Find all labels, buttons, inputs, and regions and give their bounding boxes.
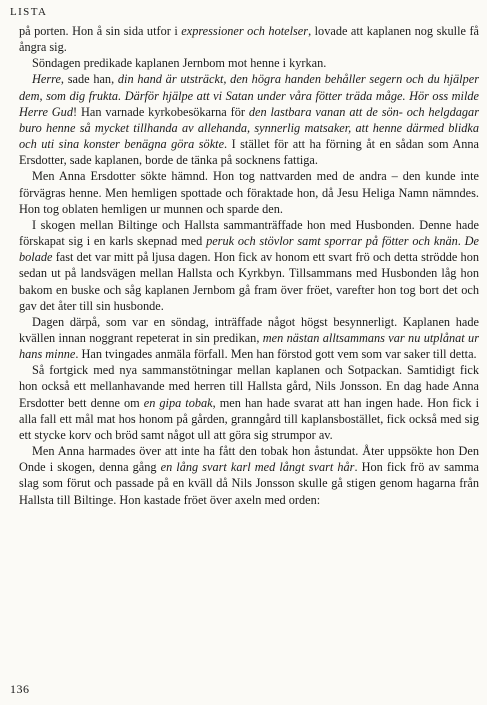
paragraph: [19, 71, 479, 168]
italic-run: din hand är utsträckt, den högra handen behåller segern och du hjälper dem, som dig frukta. Därför hjälpe att vi Satan under våra fötter träda måge. Hör oss milde Herre Gud: [19, 72, 479, 119]
text-run: . Han tvingades anmäla förfall. Men han förstod gott vem som var saker till detta.: [75, 347, 477, 362]
text-run: Men Anna Ersdotter sökte hämnd. Hon tog nattvarden med de andra – den kunde inte förvägras henne. Men hemligen spottade och föraktade hon, då Jesu Heliga Namn nämndes. Hon tog oblaten hemligen ur munnen och sparde den.: [19, 169, 479, 216]
italic-run: den lastbara vanan att de sön- och helgdagar buro henne så mycket tillhanda av allehanda, synnerlig matsaker, att henne därmed blidka och uti sina konster benägna göra sökte: [19, 104, 479, 152]
text-run: Så fortgick med nya sammanstötningar mellan kaplanen och Sotpackan. Samtidigt fick hon också ett mellanhavande med herren till Hallsta gård, Nils Jonsson. En dag hade Anna Ersdotter bett denne om: [19, 363, 479, 410]
italic-run: en lång svart karl med långt svart hår: [160, 460, 355, 475]
paragraph: [19, 55, 479, 71]
text-run: Dagen därpå, som var en söndag, inträffade något högst besynnerligt. Kaplanen hade kvällen innan noggrant repeterat in sin predikan,: [19, 314, 479, 345]
italic-run: De bolade: [19, 234, 479, 265]
text-run: , men han hade svarat att han ingen hade. Hon fick i alla fall ett mål mat hos honom på gården, granngård till kaplansbostället, fick också med sig ett stycke korv och bröd samt något ull att göra sig strumpor av.: [19, 395, 479, 442]
text-run: på porten. Hon å sin sida utfor i: [19, 24, 182, 38]
paragraph: [19, 23, 479, 55]
text-run: Söndagen predikade kaplanen Jernbom mot henne i kyrkan.: [32, 56, 327, 71]
paragraph: [19, 314, 479, 362]
text-run: , lovade att kaplanen nog skulle få ångra sig.: [19, 24, 480, 55]
italic-run: expressioner och hotelser: [181, 24, 309, 38]
text-run: I skogen mellan Biltinge och Hallsta sammanträffade hon med Husbonden. Denne hade förskapat sig i en karls skepnad med: [19, 217, 479, 249]
text-run: . I stället för att ha förning åt en sådan som Anna Ersdotter, sade kaplanen, borde de tänka på socknens fattiga.: [19, 137, 479, 168]
italic-run: men nästan alltsammans var nu utplånat ur hans minne: [19, 330, 479, 362]
italic-run: peruk och stövlor samt sporrar på fötter och knän: [206, 234, 458, 249]
page-number: 136: [10, 682, 30, 696]
text-run: ! Han varnade kyrkobesökarna för: [72, 104, 249, 119]
text-run: Men Anna harmades över att inte ha fått den tobak hon åstundat. Åter uppsökte hon Den Onde i skogen, denna gång: [19, 444, 479, 475]
running-head: LISTA: [10, 6, 48, 18]
text-run: .: [457, 234, 465, 249]
text-run: , sade han,: [60, 72, 118, 87]
body-text: [19, 23, 479, 508]
italic-run: Herre: [32, 72, 61, 87]
text-run: . Hon fick frö av samma slag som förut och passade på en kväll då Nils Jonsson skulle gå stigen genom hagarna från Hallsta till Biltinge. Hon kastade fröet över axeln med orden:: [19, 460, 479, 507]
paragraph: [19, 362, 479, 443]
paragraph: [19, 217, 479, 314]
paragraph: [19, 168, 479, 216]
paragraph: [19, 443, 479, 508]
italic-run: en gipa tobak: [143, 395, 213, 410]
text-run: fast det var mitt på ljusa dagen. Hon fick av honom ett svart frö och detta strödde hon sedan ut på landsvägen mellan Hallsta och Kyrkbyn. Tillsammans med Husbonden låg hon bakom en buske och såg kaplanen Jernbom gå fram över fröet, varefter hon tog bort det och gav det åter till sin husbonde.: [19, 250, 479, 313]
